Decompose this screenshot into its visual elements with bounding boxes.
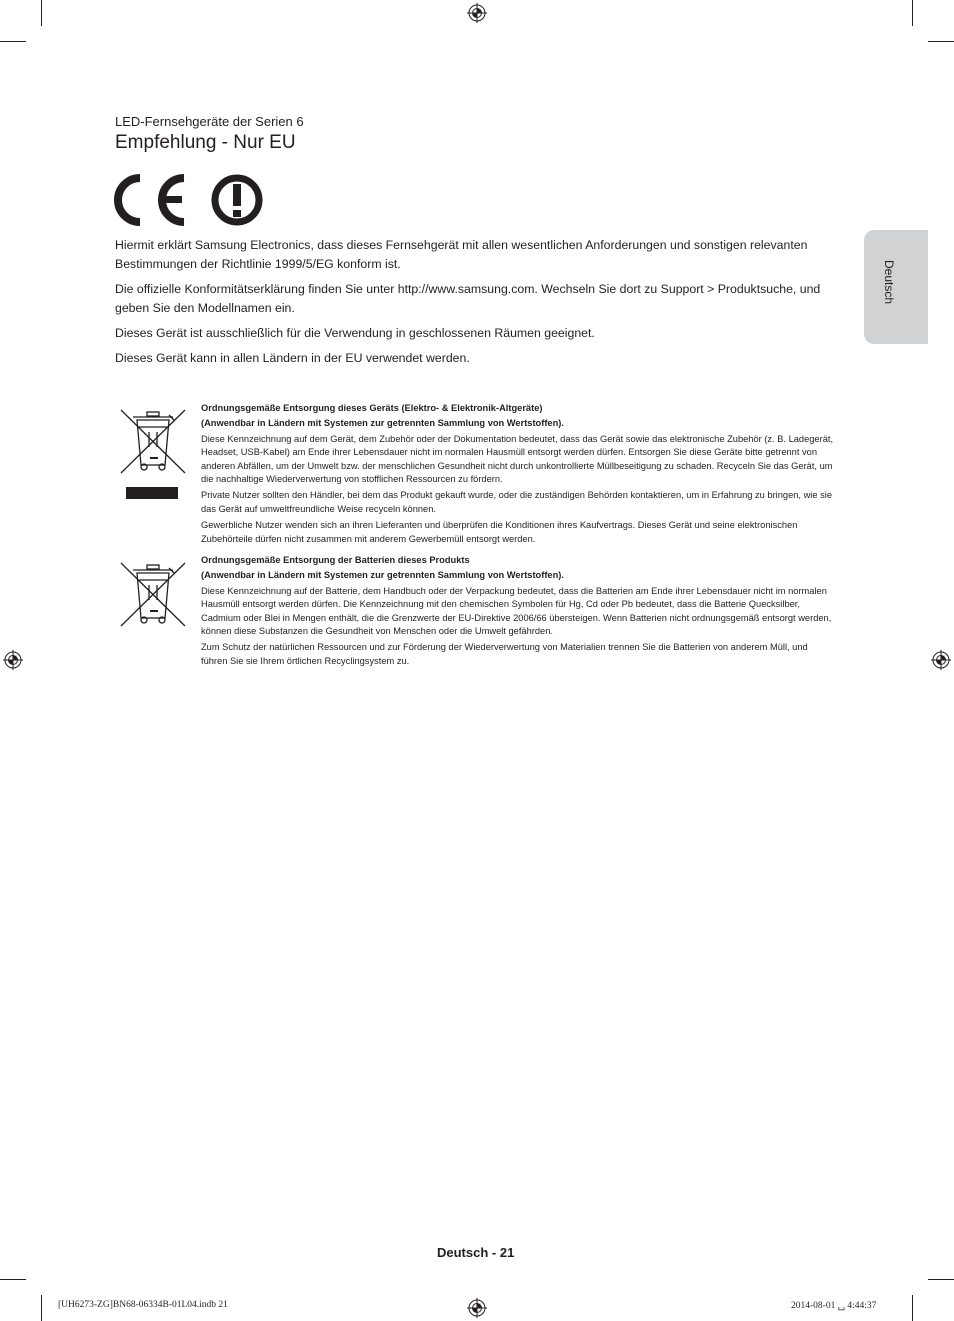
weee-heading: Ordnungsgemäße Entsorgung dieses Geräts (Elektro- & Elektronik-Altgeräte) [201,403,543,413]
series-label: LED-Fernsehgeräte der Serien 6 [115,114,304,129]
battery-paragraph: Diese Kennzeichnung auf der Batterie, dem Handbuch oder der Verpackung bedeutet, dass die Batterien am Ende ihrer Lebensdauer nicht im normalen Hausmüll entsorgt werden dürfen. Die Kennzeichnung mit den chemischen Symbolen für Hg, Cd oder Pb bedeutet, dass die Batterie Quecksilber, Cadmium oder Blei in Mengen enthält, die die Grenzwerte der EU-Direktive 2006/66 übersteigen. Wenn Batterien nicht ordnungsgemäß entsorgt werden, können diese Substanzen die Gesundheit von Menschen oder die Umwelt gefährden. [201,585,832,637]
crossed-bin-battery-icon [119,560,187,628]
crop-mark [928,1279,954,1280]
print-timestamp: 2014-08-01 ␣ 4:44:37 [791,1301,877,1311]
declaration-text [115,236,840,374]
weee-paragraph: Diese Kennzeichnung auf dem Gerät, dem Zubehör oder der Dokumentation bedeutet, dass das Gerät sowie das elektronische Zubehör (z. B. Ladegerät, Headset, USB-Kabel) am Ende ihrer Lebensdauer nicht im normalen Hausmüll entsorgt werden dürfen. Entsorgen Sie diese Geräte bitte getrennt von anderen Abfällen, um der Umwelt bzw. der menschlichen Gesundheit nicht durch unkontrollierte Müllbeseitigung zu schaden. Recyceln Sie das Gerät, um die nachhaltige Wiederverwertung von stofflichen Ressourcen zu fördern. [201,433,834,485]
page-title: Empfehlung - Nur EU [115,132,296,153]
weee-underline-bar [126,487,178,499]
battery-subheading: (Anwendbar in Ländern mit Systemen zur getrennten Sammlung von Wertstoffen). [201,570,564,581]
registration-mark-icon [931,650,951,670]
declaration-paragraph: Die offizielle Konformitätserklärung finden Sie unter http://www.samsung.com. Wechseln Sie dort zu Support > Produktsuche, und geben Sie den Modellnamen ein. [115,282,821,315]
crop-mark [912,0,913,26]
weee-disposal-section [201,402,836,549]
battery-disposal-section [201,554,836,671]
weee-paragraph: Gewerbliche Nutzer wenden sich an ihren Lieferanten und überprüfen die Konditionen ihres Kaufvertrags. Dieses Gerät und seine elektronischen Zubehörteile dürfen nicht zusammen mit anderem Gewerbemüll entsorgt werden. [201,520,798,544]
crop-mark [912,1295,913,1321]
page-number: Deutsch - 21 [437,1245,515,1260]
declaration-paragraph: Dieses Gerät ist ausschließlich für die Verwendung in geschlossenen Räumen geeignet. [115,326,595,340]
registration-mark-icon [3,650,23,670]
declaration-paragraph: Dieses Gerät kann in allen Ländern in der EU verwendet werden. [115,351,470,365]
declaration-paragraph: Hiermit erklärt Samsung Electronics, dass dieses Fernsehgerät mit allen wesentlichen Anforderungen und sonstigen relevanten Bestimmungen der Richtlinie 1999/5/EG konform ist. [115,238,808,271]
battery-heading: Ordnungsgemäße Entsorgung der Batterien dieses Produkts [201,555,470,565]
print-file-label: [UH6273-ZG]BN68-06334B-01L04.indb 21 [58,1300,228,1310]
weee-subheading: (Anwendbar in Ländern mit Systemen zur getrennten Sammlung von Wertstoffen). [201,418,564,429]
crossed-bin-icon [119,407,187,475]
language-tab-label: Deutsch [882,260,896,305]
registration-mark-icon [467,3,487,23]
crop-mark [928,41,954,42]
ce-mark-icon [114,174,188,226]
alert-mark-icon [210,174,264,226]
weee-paragraph: Private Nutzer sollten den Händler, bei dem das Produkt gekauft wurde, oder die zuständigen Behörden kontaktieren, um in Erfahrung zu bringen, wie sie das Gerät auf umweltfreundliche Weise recyceln können. [201,490,833,514]
language-tab [864,230,928,344]
crop-mark [41,0,42,26]
battery-paragraph: Zum Schutz der natürlichen Ressourcen und zur Förderung der Wiederverwertung von Materialien trennen Sie die Batterien von anderem Müll, und führen Sie sie Ihrem örtlichen Recyclingsystem zu. [201,642,808,666]
crop-mark [0,41,26,42]
registration-mark-icon [467,1298,487,1318]
crop-mark [0,1279,26,1280]
crop-mark [41,1295,42,1321]
